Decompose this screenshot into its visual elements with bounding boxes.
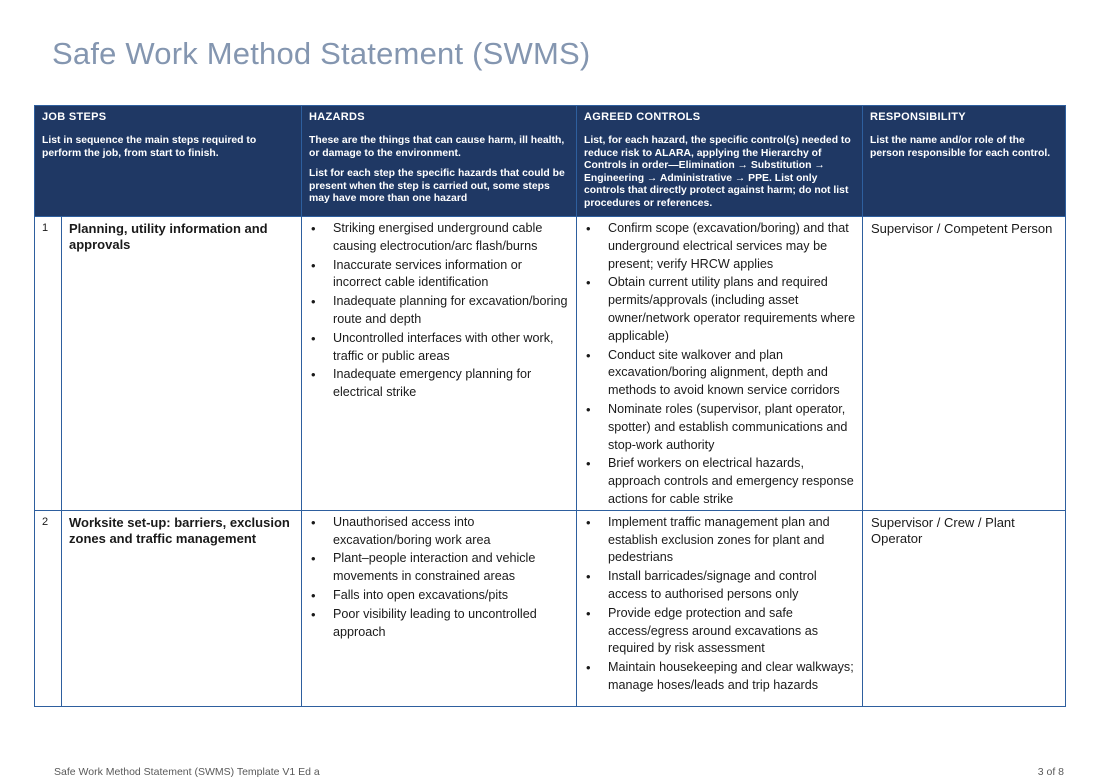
table-row: [35, 510, 1066, 706]
job-step: Planning, utility information and approvals: [62, 217, 302, 511]
controls-cell: [577, 217, 863, 511]
hazards-cell: [302, 510, 577, 706]
column-title: RESPONSIBILITY: [870, 111, 966, 123]
hazard-item: • Unauthorised access into excavation/boring work area: [308, 514, 570, 550]
hazards-cell: [302, 217, 577, 511]
column-header-hazards: [302, 106, 577, 217]
column-title: AGREED CONTROLS: [584, 111, 701, 123]
column-description: List for each step the specific hazards that could be present when the step is carried out, some steps may have more than one hazard: [309, 168, 565, 204]
control-item: • Nominate roles (supervisor, plant operator, spotter) and establish communications and stop-work authority: [583, 401, 856, 454]
control-item: • Provide edge protection and safe access/egress around excavations as required by risk assessment: [583, 605, 856, 658]
table-row: [35, 217, 1066, 511]
column-header-agreed-controls: [577, 106, 863, 217]
column-description: These are the things that can cause harm, ill health, or damage to the environment.: [309, 135, 565, 159]
hazard-item: • Inaccurate services information or incorrect cable identification: [308, 257, 570, 293]
hazard-item: • Uncontrolled interfaces with other work, traffic or public areas: [308, 330, 570, 366]
hazard-item: • Inadequate planning for excavation/boring route and depth: [308, 293, 570, 329]
step-number: 1: [35, 217, 62, 511]
footer-page-number: 3 of 8: [1037, 766, 1064, 778]
control-item: • Implement traffic management plan and establish exclusion zones for plant and pedestrians: [583, 514, 856, 567]
column-header-responsibility: [863, 106, 1066, 217]
controls-cell: [577, 510, 863, 706]
column-title: JOB STEPS: [42, 111, 107, 123]
footer-document-name: Safe Work Method Statement (SWMS) Template V1 Ed a: [54, 766, 320, 778]
control-item: • Install barricades/signage and control access to authorised persons only: [583, 568, 856, 604]
responsibility-cell: Supervisor / Crew / Plant Operator: [863, 510, 1066, 706]
hazard-item: • Plant–people interaction and vehicle movements in constrained areas: [308, 550, 570, 586]
column-description: List, for each hazard, the specific control(s) needed to reduce risk to ALARA, applying the Hierarchy of Controls in order—Elimination → Substitution → Engineering → Administrative → PPE. List only controls that directly protect against harm; do not list procedures or references.: [584, 135, 851, 209]
column-title: HAZARDS: [309, 111, 365, 123]
hazard-item: • Poor visibility leading to uncontrolled approach: [308, 606, 570, 642]
responsibility-cell: Supervisor / Competent Person: [863, 217, 1066, 511]
job-step: Worksite set-up: barriers, exclusion zones and traffic management: [62, 510, 302, 706]
control-item: • Obtain current utility plans and required permits/approvals (including asset owner/network operator requirements where applicable): [583, 274, 856, 345]
hazard-item: • Falls into open excavations/pits: [308, 587, 570, 605]
column-description: List in sequence the main steps required to perform the job, from start to finish.: [42, 135, 257, 159]
control-item: • Conduct site walkover and plan excavation/boring alignment, depth and methods to avoid known service corridors: [583, 347, 856, 400]
swms-table: [34, 105, 1066, 707]
column-description: List the name and/or role of the person responsible for each control.: [870, 135, 1051, 159]
control-item: • Confirm scope (excavation/boring) and that underground electrical services may be present; verify HRCW applies: [583, 220, 856, 273]
control-item: • Brief workers on electrical hazards, approach controls and emergency response actions for cable strike: [583, 455, 856, 508]
hazard-item: • Inadequate emergency planning for electrical strike: [308, 366, 570, 402]
hazard-item: • Striking energised underground cable causing electrocution/arc flash/burns: [308, 220, 570, 256]
column-header-job-steps: [35, 106, 302, 217]
control-item: • Maintain housekeeping and clear walkways; manage hoses/leads and trip hazards: [583, 659, 856, 695]
page-title: Safe Work Method Statement (SWMS): [52, 36, 591, 71]
step-number: 2: [35, 510, 62, 706]
